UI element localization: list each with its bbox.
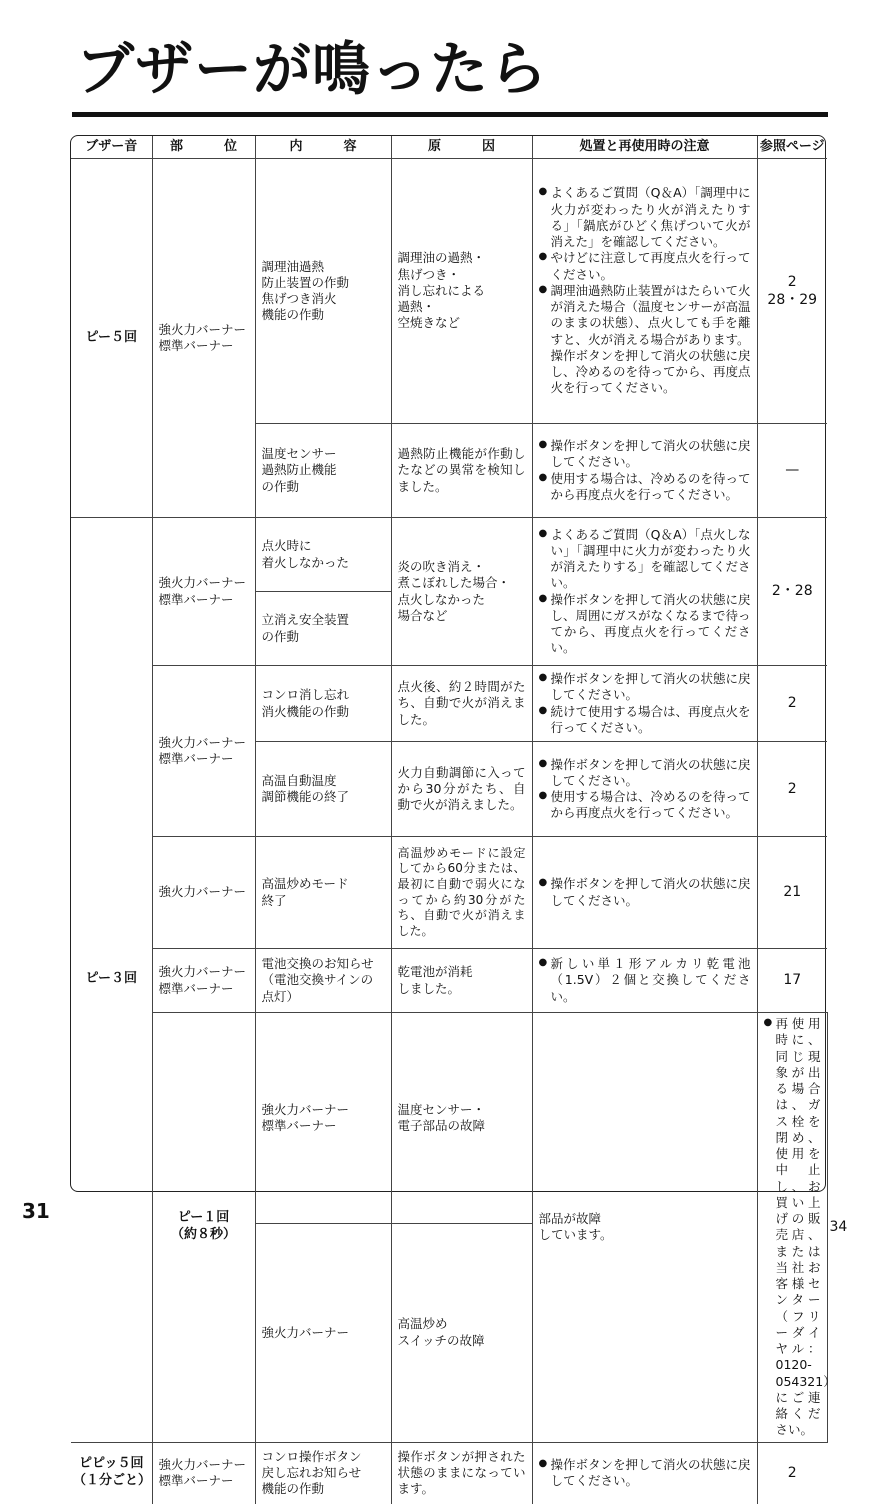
part-cell: 強火力バーナー xyxy=(255,1223,391,1442)
content-cell: 立消え安全装置 の作動 xyxy=(255,592,391,666)
content-cell: コンロ操作ボタン 戻し忘れお知らせ 機能の作動 xyxy=(255,1442,391,1504)
action-note: ● 続けて使用する場合は、再度点火を行ってください。 xyxy=(539,704,751,737)
ref-cell: 2 xyxy=(757,742,827,837)
part-cell: 強火力バーナー 標準バーナー xyxy=(152,666,255,837)
header-part: 部 位 xyxy=(152,136,255,159)
ref-cell: 17 xyxy=(757,949,827,1013)
cause-cell: 点火後、約２時間がたち、自動で火が消えました。 xyxy=(391,666,532,742)
buzzer-cell: ピピッ５回 （１分ごと） xyxy=(71,1442,152,1504)
table-header-row xyxy=(71,136,827,159)
action-note: ● 操作ボタンを押して消火の状態に戻してください。 xyxy=(539,876,751,909)
buzzer-cell: ピー３回 xyxy=(71,518,152,1443)
content-cell: 温度センサー・ 電子部品の故障 xyxy=(391,1013,532,1224)
buzzer-cell: ピー１回 （約８秒） xyxy=(152,1013,255,1443)
action-list xyxy=(539,956,751,1005)
table-row xyxy=(71,949,827,1013)
cause-cell: 過熱防止機能が作動したなどの異常を検知しました。 xyxy=(391,424,532,518)
part-cell: 強火力バーナー 標準バーナー xyxy=(152,518,255,666)
action-list xyxy=(539,527,751,657)
action-note: ● やけどに注意して再度点火を行ってください。 xyxy=(539,250,751,283)
cause-cell: 乾電池が消耗 しました。 xyxy=(391,949,532,1013)
action-note: ● 操作ボタンを押して消火の状態に戻してください。 xyxy=(539,1457,751,1490)
page-title: ブザーが鳴ったら xyxy=(76,35,549,103)
table-row xyxy=(71,666,827,742)
action-cell xyxy=(532,666,757,742)
content-cell: 調理油過熱 防止装置の作動 焦げつき消火 機能の作動 xyxy=(255,159,391,424)
table-row xyxy=(71,159,827,424)
action-note: ● 操作ボタンを押して消火の状態に戻してください。 xyxy=(539,671,751,704)
header-buzzer: ブザー音 xyxy=(71,136,152,159)
action-list xyxy=(539,671,751,736)
content-cell: 高温炒めモード 終了 xyxy=(255,837,391,949)
action-note: ● よくあるご質問（Q＆A）「点火しない」「調理中に火力が変わったり火が消えたりする」を確認してください。 xyxy=(539,527,751,592)
table-row xyxy=(71,837,827,949)
action-cell xyxy=(532,518,757,666)
action-note: ● 操作ボタンを押して消火の状態に戻してください。 xyxy=(539,757,751,790)
action-cell xyxy=(532,424,757,518)
action-cell xyxy=(532,949,757,1013)
content-cell: 電池交換のお知らせ（電池交換サインの点灯） xyxy=(255,949,391,1013)
header-cause: 原 因 xyxy=(391,136,532,159)
header-content: 内 容 xyxy=(255,136,391,159)
part-cell: 強火力バーナー 標準バーナー xyxy=(152,1442,255,1504)
content-cell: 点火時に 着火しなかった xyxy=(255,518,391,592)
cause-cell: 調理油の過熱・ 焦げつき・ 消し忘れによる 過熱・ 空焼きなど xyxy=(391,159,532,424)
action-note: ● 再使用時に、同じ現象が出る場合は、ガス栓を閉め、使用を中止し、お買い上げの販売店、または当社お客様センター（フリーダイヤル：0120-054321）にご連絡ください。 xyxy=(764,1016,821,1439)
content-cell: 高温自動温度 調節機能の終了 xyxy=(255,742,391,837)
cause-cell: 操作ボタンが押された状態のままになっています。 xyxy=(391,1442,532,1504)
table-row: ピー１回 （約８秒） 強火力バーナー 標準バーナー 温度センサー・ 電子部品の故障 部品が故障 しています。 ● 再使用時に、同じ現象が出る場合は、ガス栓を閉め、使用を中止し、お買い上げの販売店、または当社お客様センター（フリーダイヤル：0120-054321）にご連絡ください。 34 xyxy=(71,1013,827,1224)
action-note: ● 新しい単１形アルカリ乾電池（1.5V）２個と交換してください。 xyxy=(539,956,751,1005)
title-divider xyxy=(72,112,828,117)
action-cell xyxy=(532,742,757,837)
action-cell xyxy=(532,159,757,424)
action-note: ● 調理油過熱防止装置がはたらいて火が消えた場合（温度センサーが高温のままの状態）、点火しても手を離すと、火が消える場合があります。 xyxy=(539,283,751,348)
content-cell: コンロ消し忘れ 消火機能の作動 xyxy=(255,666,391,742)
action-cell xyxy=(532,1442,757,1504)
action-note: ● 使用する場合は、冷めるのを待ってから再度点火を行ってください。 xyxy=(539,471,751,504)
table-row xyxy=(71,1442,827,1504)
page-number: 31 xyxy=(22,1199,50,1223)
action-note: 操作ボタンを押して消火の状態に戻し、冷めるのを待ってから、再度点火を行ってください。 xyxy=(550,347,751,396)
part-cell: 強火力バーナー 標準バーナー xyxy=(255,1013,391,1224)
action-list xyxy=(539,438,751,503)
part-cell: 強火力バーナー 標準バーナー xyxy=(152,159,255,518)
content-cell: 高温炒め スイッチの故障 xyxy=(391,1223,532,1442)
action-list xyxy=(539,757,751,822)
header-ref: 参照ページ xyxy=(757,136,827,159)
buzzer-table xyxy=(70,135,848,1497)
cause-cell: 炎の吹き消え・ 煮こぼれした場合・ 点火しなかった 場合など xyxy=(391,518,532,666)
action-note: ● 操作ボタンを押して消火の状態に戻し、周囲にガスがなくなるまで待ってから、再度点火を行ってください。 xyxy=(539,592,751,657)
ref-cell: 2・28 xyxy=(757,518,827,666)
action-list xyxy=(764,1016,836,1439)
action-cell xyxy=(757,1013,836,1443)
cause-cell: 火力自動調節に入ってから30分がたち、自動で火が消えました。 xyxy=(391,742,532,837)
table-row xyxy=(71,518,827,592)
header-action: 処置と再使用時の注意 xyxy=(532,136,757,159)
ref-cell: 2 xyxy=(757,666,827,742)
action-note: ● よくあるご質問（Q＆A）「調理中に火力が変わったり火が消えたりする」「鍋底がひどく焦げついて火が消えた」を確認してください。 xyxy=(539,185,751,250)
action-list xyxy=(539,185,751,396)
cause-cell: 高温炒めモードに設定してから60分または、最初に自動で弱火になってから約30分がたち、自動で火が消えました。 xyxy=(391,837,532,949)
action-list xyxy=(539,1457,751,1490)
ref-cell: — xyxy=(757,424,827,518)
action-list xyxy=(539,876,751,909)
ref-cell: 2 xyxy=(757,1442,827,1504)
part-cell: 強火力バーナー xyxy=(152,837,255,949)
part-cell: 強火力バーナー 標準バーナー xyxy=(152,949,255,1013)
ref-cell: 2 28・29 xyxy=(757,159,827,424)
action-note: ● 使用する場合は、冷めるのを待ってから再度点火を行ってください。 xyxy=(539,789,751,822)
cause-cell: 部品が故障 しています。 xyxy=(532,1013,757,1443)
ref-cell: 21 xyxy=(757,837,827,949)
action-cell xyxy=(532,837,757,949)
content-cell: 温度センサー 過熱防止機能 の作動 xyxy=(255,424,391,518)
action-note: ● 操作ボタンを押して消火の状態に戻してください。 xyxy=(539,438,751,471)
buzzer-cell: ピー５回 xyxy=(71,159,152,518)
